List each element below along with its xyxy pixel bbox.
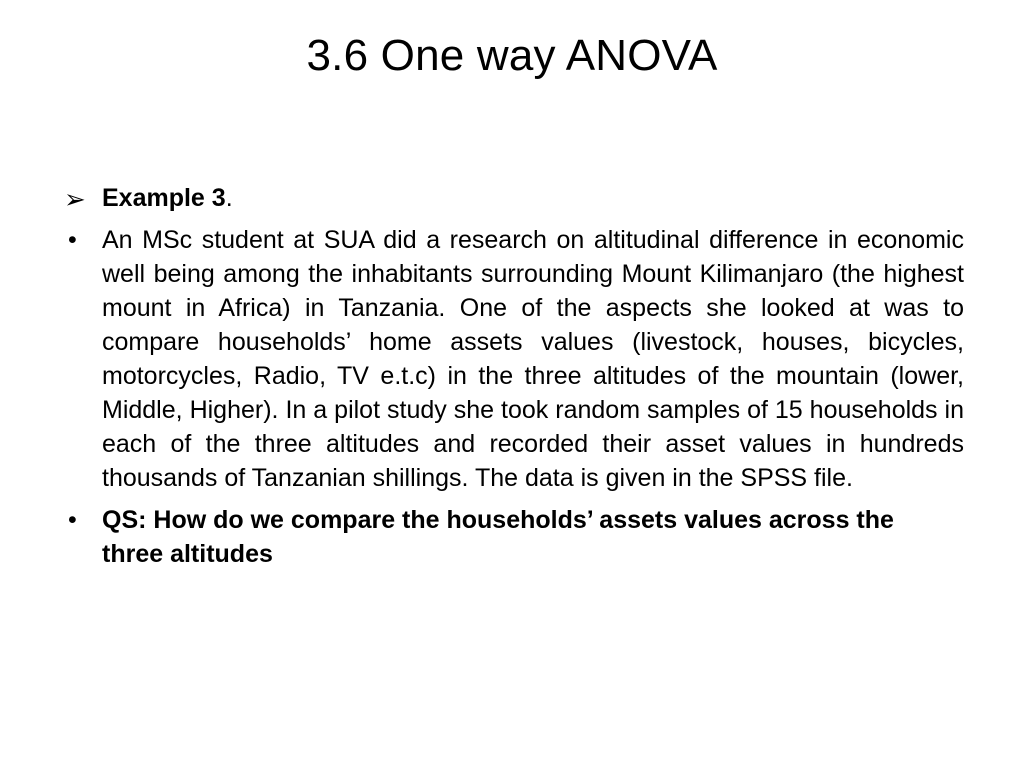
bullet-dot-icon: • <box>68 506 77 534</box>
slide-title: 3.6 One way ANOVA <box>306 31 718 80</box>
slide-body <box>62 181 964 579</box>
arrow-bullet-icon: ➢ <box>64 184 86 214</box>
question-paragraph <box>62 503 964 571</box>
question-text: QS: How do we compare the households’ assets values across the three altitudes <box>102 506 894 568</box>
description-text: An MSc student at SUA did a research on altitudinal difference in economic well being among the inhabitants surrounding Mount Kilimanjaro (the highest mount in Africa) in Tanzania. One of the aspects she looked at was to compare households’ home assets values (livestock, houses, bicycles, motorcycles, Radio, TV e.t.c) in the three altitudes of the mountain (lower, Middle, Higher). In a pilot study she took random samples of 15 households in each of the three altitudes and recorded their asset values in hundreds thousands of Tanzanian shillings. The data is given in the SPSS file. <box>102 226 964 492</box>
example-label-period: . <box>225 184 233 212</box>
example-label: Example 3 <box>102 184 226 212</box>
description-paragraph <box>62 223 964 495</box>
bullet-dot-icon: • <box>68 226 77 254</box>
example-heading <box>62 181 964 215</box>
